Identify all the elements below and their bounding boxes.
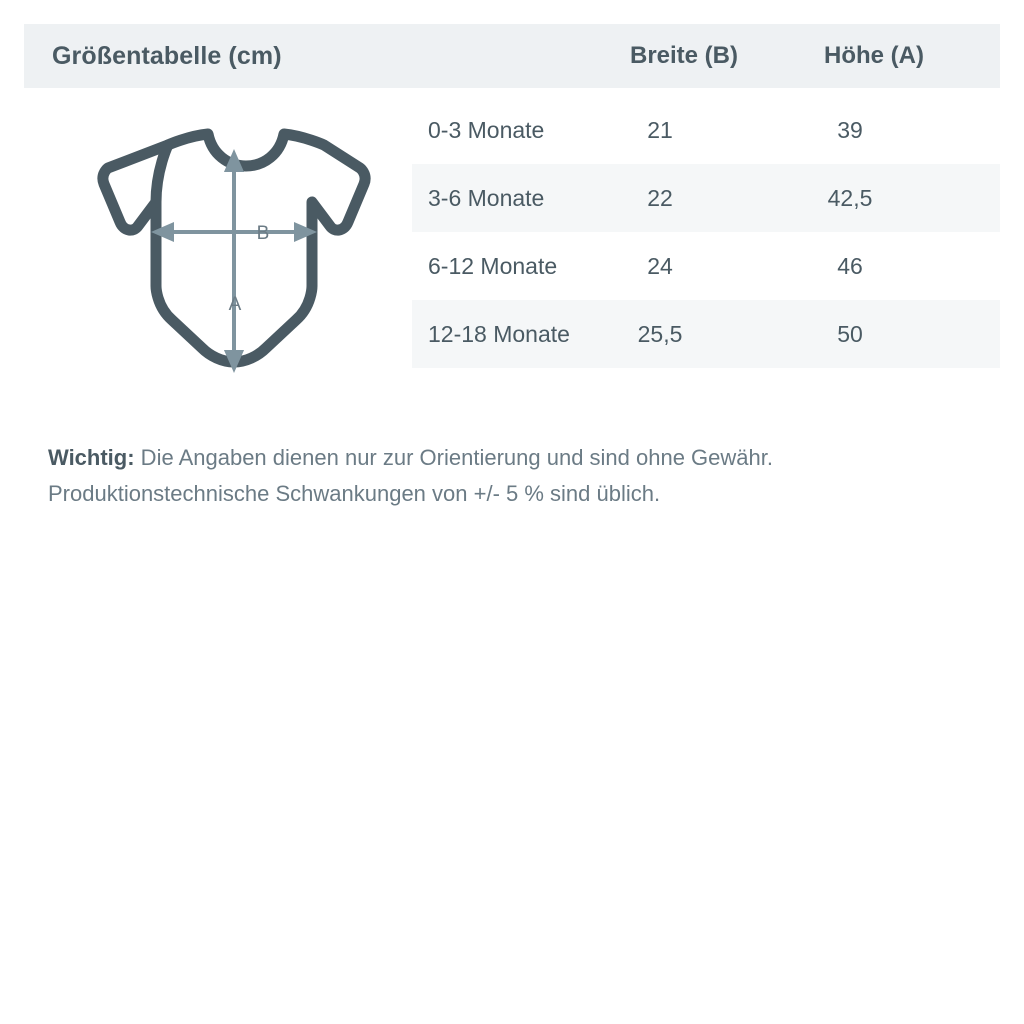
cell-width: 24 — [647, 252, 673, 279]
size-table — [412, 96, 1000, 368]
table-row — [412, 96, 1000, 164]
disclaimer-lead: Wichtig: — [48, 445, 135, 470]
cell-size: 3-6 Monate — [428, 184, 545, 211]
disclaimer-line-2: Produktionstechnische Schwankungen von +/- 5 % sind üblich. — [48, 481, 661, 506]
disclaimer-note — [48, 440, 978, 512]
cell-size: 6-12 Monate — [428, 252, 558, 279]
table-row — [412, 232, 1000, 300]
cell-width: 25,5 — [637, 320, 683, 347]
cell-height: 42,5 — [827, 184, 873, 211]
table-row — [412, 300, 1000, 368]
cell-width: 21 — [647, 116, 673, 143]
page-title: Größentabelle (cm) — [52, 41, 282, 70]
cell-size: 12-18 Monate — [428, 320, 570, 347]
height-dimension-arrow — [227, 154, 241, 368]
bodysuit-illustration — [60, 110, 390, 420]
table-row — [412, 164, 1000, 232]
cell-height: 39 — [837, 116, 863, 143]
cell-height: 50 — [837, 320, 863, 347]
height-label: A — [228, 294, 242, 315]
cell-height: 46 — [837, 252, 863, 279]
column-header-width: Breite (B) — [629, 42, 738, 69]
column-header-height: Höhe (A) — [824, 42, 924, 69]
cell-size: 0-3 Monate — [428, 116, 545, 143]
table-header — [24, 24, 1000, 88]
width-label: B — [256, 223, 270, 244]
cell-width: 22 — [647, 184, 673, 211]
disclaimer-line-1: Die Angaben dienen nur zur Orientierung und sind ohne Gewähr. — [134, 445, 773, 470]
